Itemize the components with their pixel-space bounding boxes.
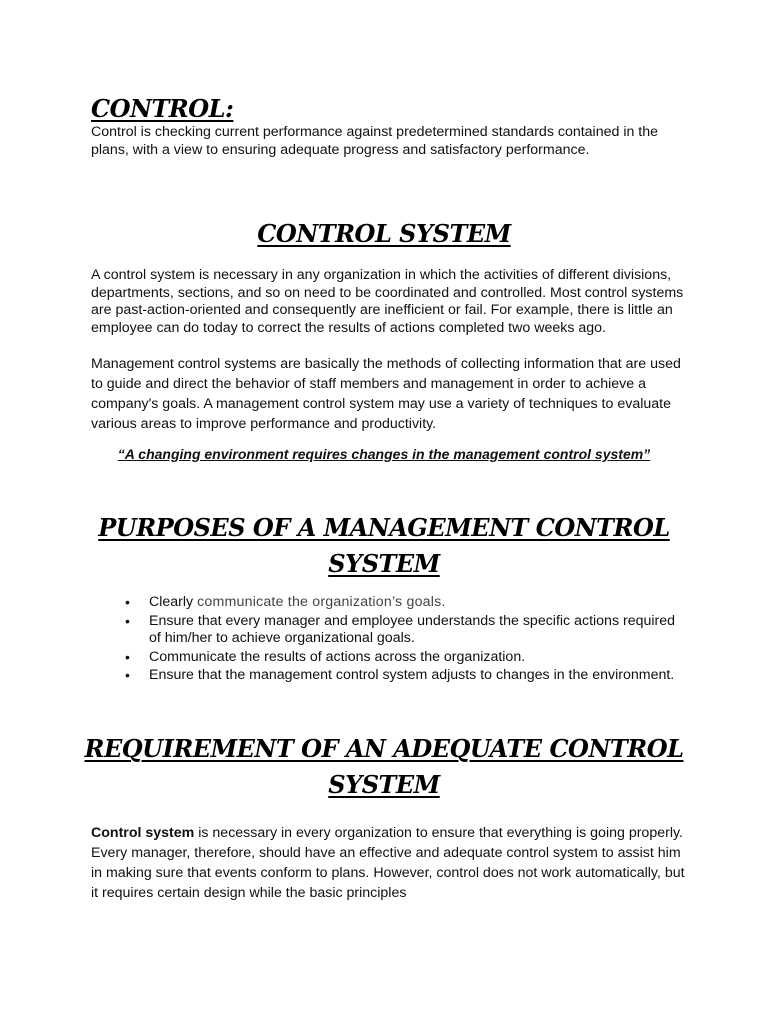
- purposes-list: [121, 594, 681, 686]
- purposes-heading: PURPOSES OF A MANAGEMENT CONTROL SYSTEM: [98, 513, 670, 578]
- quote-line: “A changing environment requires changes in the management control system”: [117, 446, 651, 462]
- control-system-heading: CONTROL SYSTEM: [257, 219, 511, 248]
- control-system-paragraph: A control system is necessary in any organization in which the activities of different divisions, departments, sections, and so on need to be coordinated and controlled. Most control systems are past-action-oriented and consequently are inefficient or fail. For example, there is little an employee can do today to correct the results of actions completed two weeks ago.: [91, 267, 684, 336]
- bullet-icon: •: [125, 648, 130, 665]
- requirement-paragraph: [91, 823, 691, 903]
- management-control-paragraph: Management control systems are basically the methods of collecting information that are used to guide and direct the behavior of staff members and management in order to achieve a company's goals. A management control system may use a variety of techniques to evaluate various areas to improve performance and productivity.: [91, 356, 681, 432]
- list-item-text: Ensure that every manager and employee understands the specific actions required of him/her to achieve organizational goals.: [149, 612, 676, 646]
- requirement-bold-lead: Control system: [91, 825, 195, 841]
- bullet-icon: •: [125, 667, 130, 683]
- control-definition-paragraph: Control is checking current performance against predetermined standards contained in the plans, with a view to ensuring adequate progress and satisfactory performance.: [91, 124, 659, 158]
- list-item: [121, 613, 681, 648]
- list-item-text: communicate the organization’s goals.: [197, 594, 446, 610]
- list-item-text: Ensure that the management control system adjusts to changes in the environment.: [149, 667, 675, 683]
- list-item: [121, 667, 681, 685]
- bullet-icon: •: [125, 594, 130, 610]
- bullet-icon: •: [125, 612, 130, 629]
- list-item-prefix: Clearly: [149, 594, 198, 610]
- requirement-heading: REQUIREMENT OF AN ADEQUATE CONTROL SYSTEM: [84, 734, 684, 799]
- list-item: [121, 594, 681, 612]
- requirement-text: is necessary in every organization to ensure that everything is going properly. Every manager, therefore, should have an effective and adequate control system to assist him in making sure that events conform to plans. However, control does not work automatically, but it requires certain design while the basic principles: [91, 825, 685, 901]
- control-heading: CONTROL:: [91, 94, 234, 123]
- list-item: [121, 649, 681, 667]
- list-item-text: Communicate the results of actions across the organization.: [149, 648, 526, 665]
